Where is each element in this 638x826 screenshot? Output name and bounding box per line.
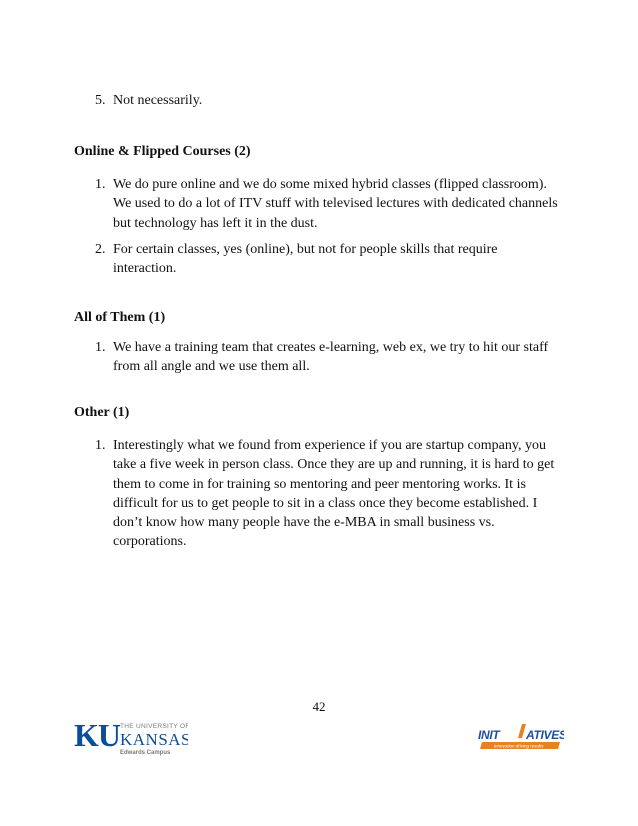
list-item <box>95 175 575 235</box>
section-heading-online-flipped: Online & Flipped Courses (2) <box>74 144 251 159</box>
list-number: 1. <box>95 177 106 192</box>
list-number: 2. <box>95 242 106 257</box>
initiatives-logo-graphic <box>478 722 564 752</box>
list-item <box>95 338 575 378</box>
ku-edwards-campus-logo <box>74 715 188 757</box>
page-number: 42 <box>312 699 326 714</box>
svg-text:KU: KU <box>74 717 120 753</box>
list-text: Interestingly what we found from experience if you are startup company, you take a five week in person class. Once they are up and running, it is hard to get them to come in for training so mentoring and peer mentoring works. It is difficult for us to get people to sit in a class once they become established. I don’t know how many people have the e-MBA in small business vs. corporations. <box>113 438 555 550</box>
list-number: 5. <box>95 93 106 108</box>
section-heading-other: Other (1) <box>74 405 130 420</box>
list-item <box>95 91 575 111</box>
list-item <box>95 436 575 556</box>
list-text: We do pure online and we do some mixed hybrid classes (flipped classroom). We used to do a lot of ITV stuff with televised lectures with dedicated channels but technology has left it in the dust. <box>113 177 558 231</box>
svg-text:innovation driving results: innovation driving results <box>494 743 544 749</box>
list-text: Not necessarily. <box>113 93 203 108</box>
list-number: 1. <box>95 438 106 453</box>
initiatives-logo <box>478 722 564 752</box>
list-text: For certain classes, yes (online), but not for people skills that require interaction. <box>113 242 498 277</box>
ku-logo-graphic <box>74 715 188 757</box>
svg-text:KANSAS: KANSAS <box>120 730 188 749</box>
section-heading-all-of-them: All of Them (1) <box>74 310 166 325</box>
svg-text:ATIVES: ATIVES <box>526 728 564 742</box>
svg-text:THE UNIVERSITY OF: THE UNIVERSITY OF <box>120 723 188 730</box>
svg-text:INIT: INIT <box>478 728 500 742</box>
list-item <box>95 240 575 280</box>
list-text: We have a training team that creates e-learning, web ex, we try to hit our staff from all angle and we use them all. <box>113 340 549 375</box>
list-number: 1. <box>95 340 106 355</box>
svg-text:Edwards Campus: Edwards Campus <box>120 750 171 756</box>
